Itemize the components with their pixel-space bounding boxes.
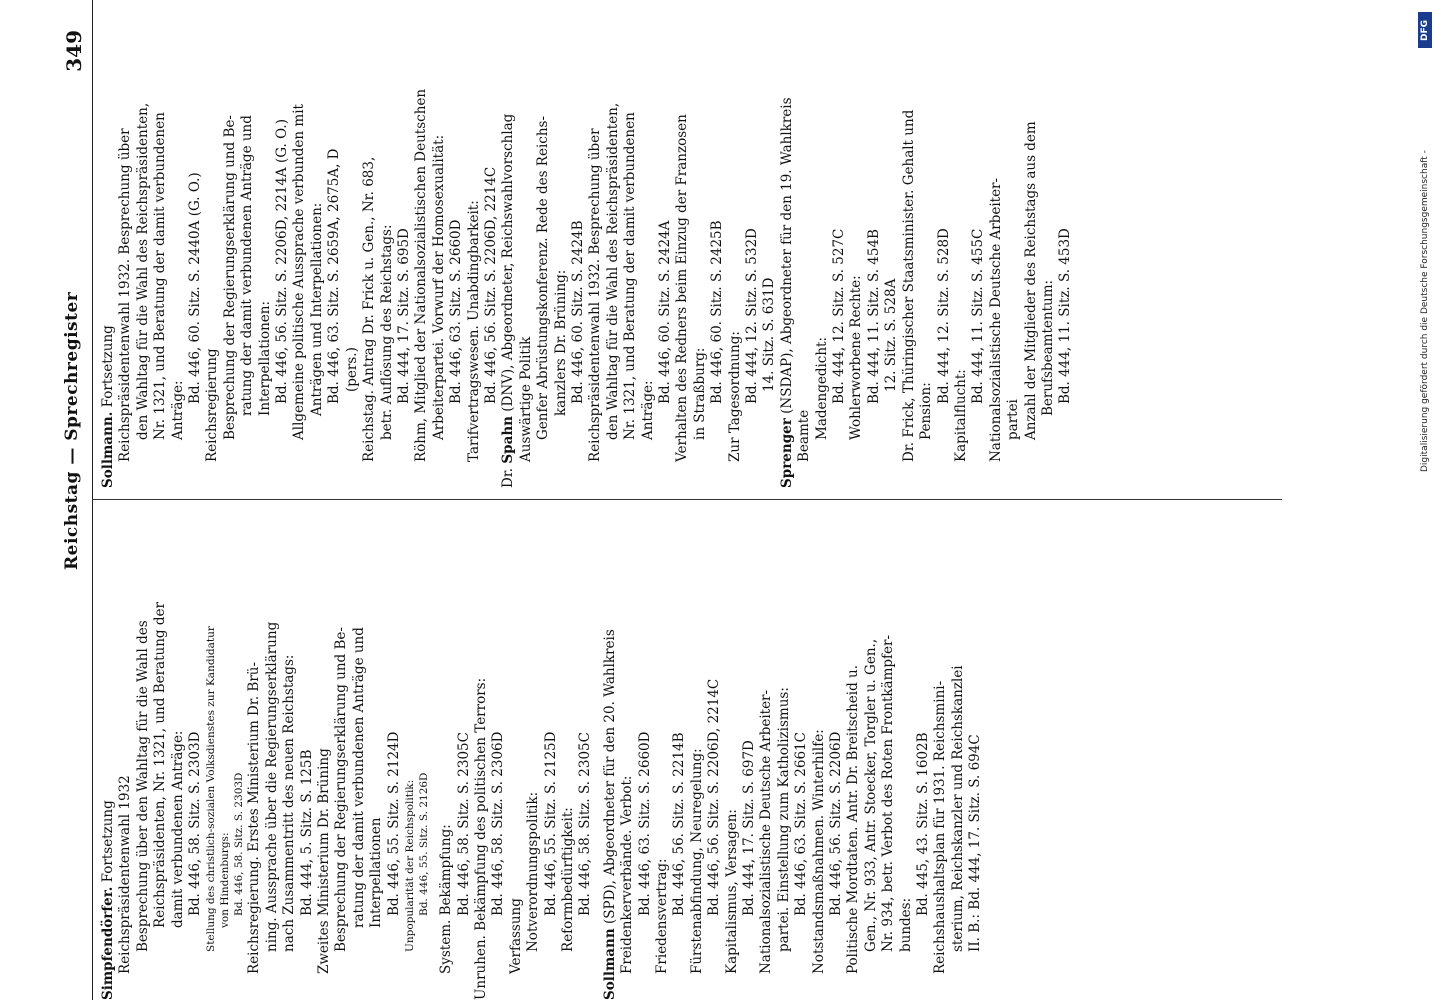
register-line: Bd. 444, 11. Sitz. S. 455C xyxy=(970,228,987,404)
register-line: 12. Sitz. S. 528A xyxy=(883,278,900,392)
register-line: Nr. 934, betr. Verbot des Roten Frontkämpfer- xyxy=(880,634,897,952)
register-line: Interpellationen: xyxy=(256,300,273,416)
register-line: Gen., Nr. 933, Antr. Stoecker, Torgler u. Gen., xyxy=(862,638,879,952)
register-line: Röhm, Mitglied der Nationalsozialistischen Deutschen xyxy=(413,88,430,462)
register-line: ning. Aussprache über die Regierungserklärung xyxy=(263,621,280,952)
digitization-credit: Digitalisierung gefördert durch die Deutsche Forschungsgemeinschaft - xyxy=(1420,150,1430,472)
register-line: Besprechung der Regierungserklärung und Be- xyxy=(333,627,350,952)
register-line: partei. Einstellung zum Katholizismus: xyxy=(775,687,792,952)
register-line: ratung der damit verbundenen Anträge und xyxy=(350,627,367,928)
register-line: Bd. 445, 43. Sitz. S. 1602B xyxy=(915,732,932,916)
register-line: Anträge: xyxy=(169,380,186,440)
speaker-name: Simpfendörfer. xyxy=(100,886,116,1000)
left-column xyxy=(100,512,1280,1000)
register-line: Bd. 444, 11. Sitz. S. 453D xyxy=(1057,228,1074,404)
register-line: Bd. 446, 56. Sitz. S. 2214B xyxy=(671,732,688,916)
register-line: Verhalten des Redners beim Einzug der Franzosen xyxy=(674,114,691,462)
register-line: Bd. 446, 58. Sitz. S. 2305C xyxy=(577,732,594,916)
speaker-name: Spahn xyxy=(500,416,517,464)
register-line: Bd. 446, 55. Sitz. S. 2124D xyxy=(385,731,402,916)
register-line: Bd. 446, 63. Sitz. S. 2661C xyxy=(793,732,810,916)
register-line: Anträgen und Interpellationen: xyxy=(308,202,325,416)
register-line: Bd. 444, 12. Sitz. S. 527C xyxy=(831,228,848,404)
entry-gap xyxy=(595,512,602,1000)
register-line: Bd. 446, 56. Sitz. S. 2206D, 2214C xyxy=(706,678,723,916)
register-line: Fürstenabfindung, Neuregelung: xyxy=(688,748,705,974)
register-line: ratung der damit verbundenen Anträge und xyxy=(239,115,256,416)
register-line: Bd. 444, 12. Sitz. S. 532D xyxy=(744,228,761,404)
register-line: kanzlers Dr. Brüning: xyxy=(552,269,569,416)
register-line: Reichspräsidentenwahl 1932. Besprechung über xyxy=(117,128,134,462)
register-line: Friedensvertrag: xyxy=(653,858,670,974)
dfg-logo: DFG xyxy=(1418,12,1432,48)
header-title: Reichstag — Sprechregister xyxy=(62,291,82,570)
register-line: Tarifvertragswesen. Unabdingbarkeit: xyxy=(465,200,482,462)
register-line: Nr. 1321, und Beratung der damit verbundenen xyxy=(152,112,169,440)
register-line: Stellung des christlich-sozialen Volksdienstes zur Kandidatur xyxy=(205,626,218,952)
register-line: Bd. 446, 60. Sitz. S. 2424B xyxy=(569,220,586,404)
register-line: Nationalsozialistische Deutsche Arbeiter- xyxy=(758,689,775,974)
speaker-name: Sollmann xyxy=(601,928,618,1000)
register-line: Bd. 446, 63. Sitz. S. 2660D xyxy=(636,731,653,916)
register-line: Reichstag. Antrag Dr. Frick u. Gen., Nr. 683, xyxy=(361,156,378,462)
register-line: Bd. 446, 58. Sitz. S. 2305C xyxy=(455,732,472,916)
page-number: 349 xyxy=(62,30,86,72)
register-line: Zweites Ministerium Dr. Brüning xyxy=(316,748,333,974)
register-line: Nr. 1321, und Beratung der damit verbundenen xyxy=(622,112,639,440)
register-line: Wohlerworbene Rechte: xyxy=(848,275,865,440)
register-line: Dr. Spahn (DNV), Abgeordneter, Reichswahlvorschlag xyxy=(500,113,517,488)
register-line: Reformbedürftigkeit: xyxy=(559,807,576,952)
register-line: Bd. 444, 17. Sitz. S. 695D xyxy=(395,228,412,404)
register-line: Besprechung der Regierungserklärung und Be- xyxy=(221,115,238,440)
register-line: Bd. 446, 58. Sitz. S. 2306D xyxy=(490,731,507,916)
header-rule xyxy=(92,0,93,1000)
register-line: Sollmann. Fortsetzung xyxy=(100,325,116,488)
register-line: Auswärtige Politik xyxy=(517,336,534,462)
register-line: Bd. 446, 55. Sitz. S. 2126D xyxy=(418,772,431,916)
register-line: Reichspräsidenten, Nr. 1321, und Beratung der xyxy=(152,602,169,928)
register-line: in Straßburg: xyxy=(691,347,708,440)
register-line: Reichshaushaltsplan für 1931. Reichsmini- xyxy=(932,680,949,974)
entry-gap xyxy=(431,512,438,1000)
register-line: partei xyxy=(1005,399,1022,440)
register-line: den Wahltag für die Wahl des Reichspräsidenten, xyxy=(604,102,621,440)
register-line: Bd. 446, 63. Sitz. S. 2659A, 2675A, D xyxy=(326,148,343,404)
register-line: Bd. 444, 17. Sitz. S. 697D xyxy=(741,740,757,916)
speaker-name: Sprenger xyxy=(778,418,795,488)
register-line: den Wahltag für die Wahl des Reichspräsidenten, xyxy=(134,102,151,440)
right-column xyxy=(100,0,1280,488)
register-line: Unpopularität der Reichspolitik: xyxy=(404,779,417,952)
register-line: Bd. 444, 5. Sitz. S. 125B xyxy=(298,749,315,916)
register-line: Freidenkerverbände. Verbot: xyxy=(619,775,636,974)
register-line: Nationalsozialistische Deutsche Arbeiter- xyxy=(987,177,1004,462)
register-line: Zur Tagesordnung: xyxy=(726,331,743,462)
register-line: Pension: xyxy=(918,382,935,440)
register-line: Arbeiterpartei. Vorwurf der Homosexualität: xyxy=(430,134,447,440)
register-line: Bd. 446, 58. Sitz. S. 2303D xyxy=(233,772,246,916)
register-line: Kapitalismus, Versagen: xyxy=(723,809,740,974)
register-line: Verfassung xyxy=(507,898,524,974)
register-line: Unruhen. Bekämpfung des politischen Terrors: xyxy=(472,677,489,1000)
register-line: Reichsregierung xyxy=(204,348,221,462)
register-line: 14. Sitz. S. 631D xyxy=(761,277,778,392)
register-line: Simpfendörfer. Fortsetzung xyxy=(100,800,116,1000)
register-line: Kapitalflucht: xyxy=(952,369,969,462)
digitization-sidebar xyxy=(1418,8,1434,1000)
register-line: sterium, Reichskanzler und Reichskanzlei xyxy=(949,665,966,952)
speaker-name: Sollmann. xyxy=(100,411,116,488)
register-line: Bd. 446, 58. Sitz. S. 2303D xyxy=(187,731,204,916)
register-line: damit verbundenen Anträge: xyxy=(169,730,186,928)
register-line: von Hindenburgs: xyxy=(219,832,232,928)
register-line: Besprechung über den Wahltag für die Wahl des xyxy=(134,620,151,952)
register-line: Reichspräsidentenwahl 1932. Besprechung über xyxy=(587,128,604,462)
register-line: Berufsbeamtentum: xyxy=(1039,279,1056,416)
register-line: Sollmann (SPD), Abgeordneter für den 20. Wahlkreis xyxy=(601,629,618,1000)
register-line: System. Bekämpfung: xyxy=(438,824,455,974)
register-line: Reichspräsidentenwahl 1932 xyxy=(117,775,134,974)
register-line: Bd. 444, 11. Sitz. S. 454B xyxy=(865,229,882,404)
register-line: Bd. 446, 60. Sitz. S. 2440A (G. O.) xyxy=(187,172,204,404)
running-header xyxy=(62,0,90,1000)
register-line: Notstandsmaßnahmen. Winterhilfe: xyxy=(810,729,827,974)
register-line: nach Zusammentritt des neuen Reichstags: xyxy=(281,654,298,952)
register-line: Bd. 446, 60. Sitz. S. 2424A xyxy=(657,220,673,404)
register-line: Bd. 446, 63. Sitz. S. 2660D xyxy=(448,219,465,404)
register-line: Politische Mordtaten. Antr. Dr. Breitscheid u. xyxy=(845,664,862,974)
register-line: II. B.: Bd. 444, 17. Sitz. S. 694C xyxy=(967,734,984,952)
register-line: Dr. Frick, Thüringischer Staatsminister. Gehalt und xyxy=(900,109,917,462)
register-line: Bd. 446, 60. Sitz. S. 2425B xyxy=(709,220,726,404)
register-line: Anzahl der Mitglieder des Reichstags aus dem xyxy=(1022,121,1039,440)
register-line: Notverordnungspolitik: xyxy=(525,791,542,952)
register-line: Madengedicht: xyxy=(813,336,830,440)
register-line: Reichsregierung. Erstes Ministerium Dr. Brü- xyxy=(246,661,263,974)
register-line: Anträge: xyxy=(639,380,656,440)
register-line: Bd. 446, 56. Sitz. S. 2206D, 2214C xyxy=(482,166,499,404)
register-line: Bd. 446, 56. Sitz. S. 2206D xyxy=(828,731,845,916)
register-line: Bd. 446, 55. Sitz. S. 2125D xyxy=(542,731,559,916)
register-line: Genfer Abrüstungskonferenz. Rede des Reichs- xyxy=(535,115,552,440)
register-line: Allgemeine politische Aussprache verbunden mit xyxy=(291,104,308,440)
register-line: Beamte xyxy=(796,409,813,462)
register-line: Bd. 444, 12. Sitz. S. 528D xyxy=(935,228,952,404)
register-line: betr. Auflösung des Reichstags: xyxy=(378,224,395,440)
register-line: bundes: xyxy=(897,897,914,952)
register-line: Interpellationen xyxy=(368,817,385,928)
column-divider xyxy=(92,499,1282,500)
register-line: (pers.) xyxy=(343,347,360,392)
register-line: Bd. 446, 56. Sitz. S. 2206D, 2214A (G. O.) xyxy=(274,119,291,404)
register-line: Sprenger (NSDAP), Abgeordneter für den 19. Wahlkreis xyxy=(778,97,795,488)
